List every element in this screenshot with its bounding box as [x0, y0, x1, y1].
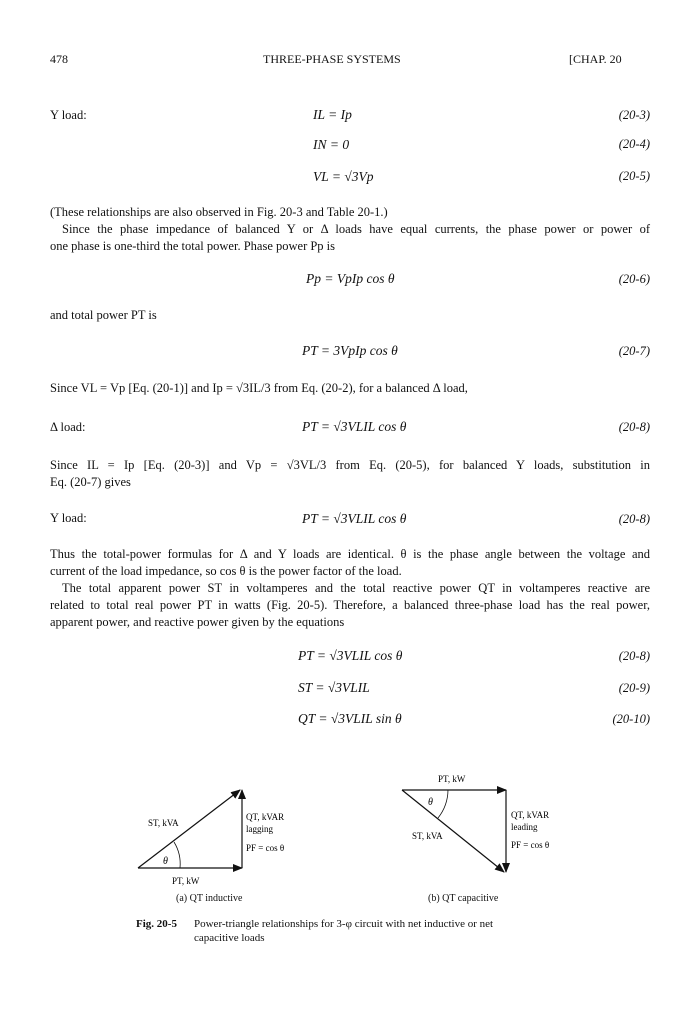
equation-number: (20-9) [618, 681, 650, 695]
base-label: PT, kW [172, 876, 200, 886]
running-title: THREE-PHASE SYSTEMS [263, 52, 401, 66]
text-line: one phase is one-third the total power. Phase power Pp is [50, 239, 336, 253]
text-line: (These relationships are also observed in Fig. 20-3 and Table 20-1.) [50, 205, 388, 219]
text-line: Since IL = Ip [Eq. (20-3)] and Vp = √3VL/3 from Eq. (20-5), for balanced Y loads, substitution in [50, 458, 650, 472]
power-triangle-capacitive [380, 768, 580, 888]
paragraph-5 [50, 546, 650, 631]
equation-20-4: IN = 0 [313, 137, 350, 152]
vertical-sublabel: leading [511, 822, 538, 832]
equation-20-8-delta: PT = √3VLIL cos θ [302, 419, 407, 434]
text-line: Thus the total-power formulas for Δ and Y loads are identical. θ is the phase angle between the voltage and [50, 547, 650, 561]
text-line: current of the load impedance, so cos θ is the power factor of the load. [50, 564, 402, 578]
delta-load-label: Δ load: [50, 420, 86, 434]
paragraph-4 [50, 457, 650, 491]
page-number: 478 [50, 52, 68, 66]
equation-number: (20-8) [618, 512, 650, 526]
equation-number: (20-4) [618, 137, 650, 151]
equation-20-10: QT = √3VLIL sin θ [298, 711, 402, 726]
vertical-label: QT, kVAR [511, 810, 550, 820]
text-line: Eq. (20-7) gives [50, 475, 131, 489]
equation-number: (20-3) [618, 108, 650, 122]
equation-20-9: ST = √3VLIL [298, 680, 370, 695]
equation-number: (20-8) [618, 649, 650, 663]
power-factor-label: PF = cos θ [246, 843, 285, 853]
text-line: apparent power, and reactive power given by the equations [50, 615, 345, 629]
text-line: related to total real power PT in watts (Fig. 20-5). Therefore, a balanced three-phase load has the real power, [50, 598, 650, 612]
figure-a-caption: (a) QT inductive [176, 893, 243, 904]
equation-20-6: Pp = VpIp cos θ [306, 271, 395, 286]
equation-20-3: IL = Ip [313, 107, 352, 122]
angle-arc [174, 842, 180, 868]
hypotenuse-label: ST, kVA [148, 818, 179, 828]
equation-number: (20-7) [618, 344, 650, 358]
vertical-label: QT, kVAR [246, 812, 285, 822]
figure-caption-line-2: capacitive loads [194, 932, 265, 944]
equation-20-8-final: PT = √3VLIL cos θ [298, 648, 403, 663]
power-triangle-inductive [130, 780, 330, 900]
hypotenuse-label: ST, kVA [412, 831, 443, 841]
equation-number: (20-10) [612, 712, 650, 726]
y-load-label-2: Y load: [50, 511, 87, 525]
equation-number: (20-6) [618, 272, 650, 286]
top-label: PT, kW [438, 774, 466, 784]
angle-label: θ [163, 856, 168, 867]
text-line: The total apparent power ST in voltamperes and the total reactive power QT in voltamperes reactive are [62, 581, 650, 595]
y-load-label: Y load: [50, 108, 87, 122]
equation-number: (20-8) [618, 420, 650, 434]
paragraph-2: and total power PT is [50, 308, 157, 322]
equation-20-5: VL = √3Vp [313, 169, 374, 184]
vertical-sublabel: lagging [246, 824, 273, 834]
angle-arc [438, 790, 448, 818]
text-line: Since the phase impedance of balanced Y or Δ loads have equal currents, the phase power or power of [62, 222, 650, 236]
figure-b-caption: (b) QT capacitive [428, 893, 499, 904]
power-factor-label: PF = cos θ [511, 840, 550, 850]
angle-label: θ [428, 797, 433, 808]
hypotenuse-vector-line [138, 790, 240, 868]
paragraph-1 [50, 204, 650, 255]
figure-caption-line-1: Power-triangle relationships for 3-φ circuit with net inductive or net [194, 918, 494, 930]
equation-20-8-y: PT = √3VLIL cos θ [302, 511, 407, 526]
figure-caption-label: Fig. 20-5 [136, 918, 177, 930]
equation-20-7: PT = 3VpIp cos θ [302, 343, 398, 358]
equation-number: (20-5) [618, 169, 650, 183]
paragraph-3: Since VL = Vp [Eq. (20-1)] and Ip = √3IL/3 from Eq. (20-2), for a balanced Δ load, [50, 381, 468, 395]
chapter-label: [CHAP. 20 [569, 52, 622, 66]
